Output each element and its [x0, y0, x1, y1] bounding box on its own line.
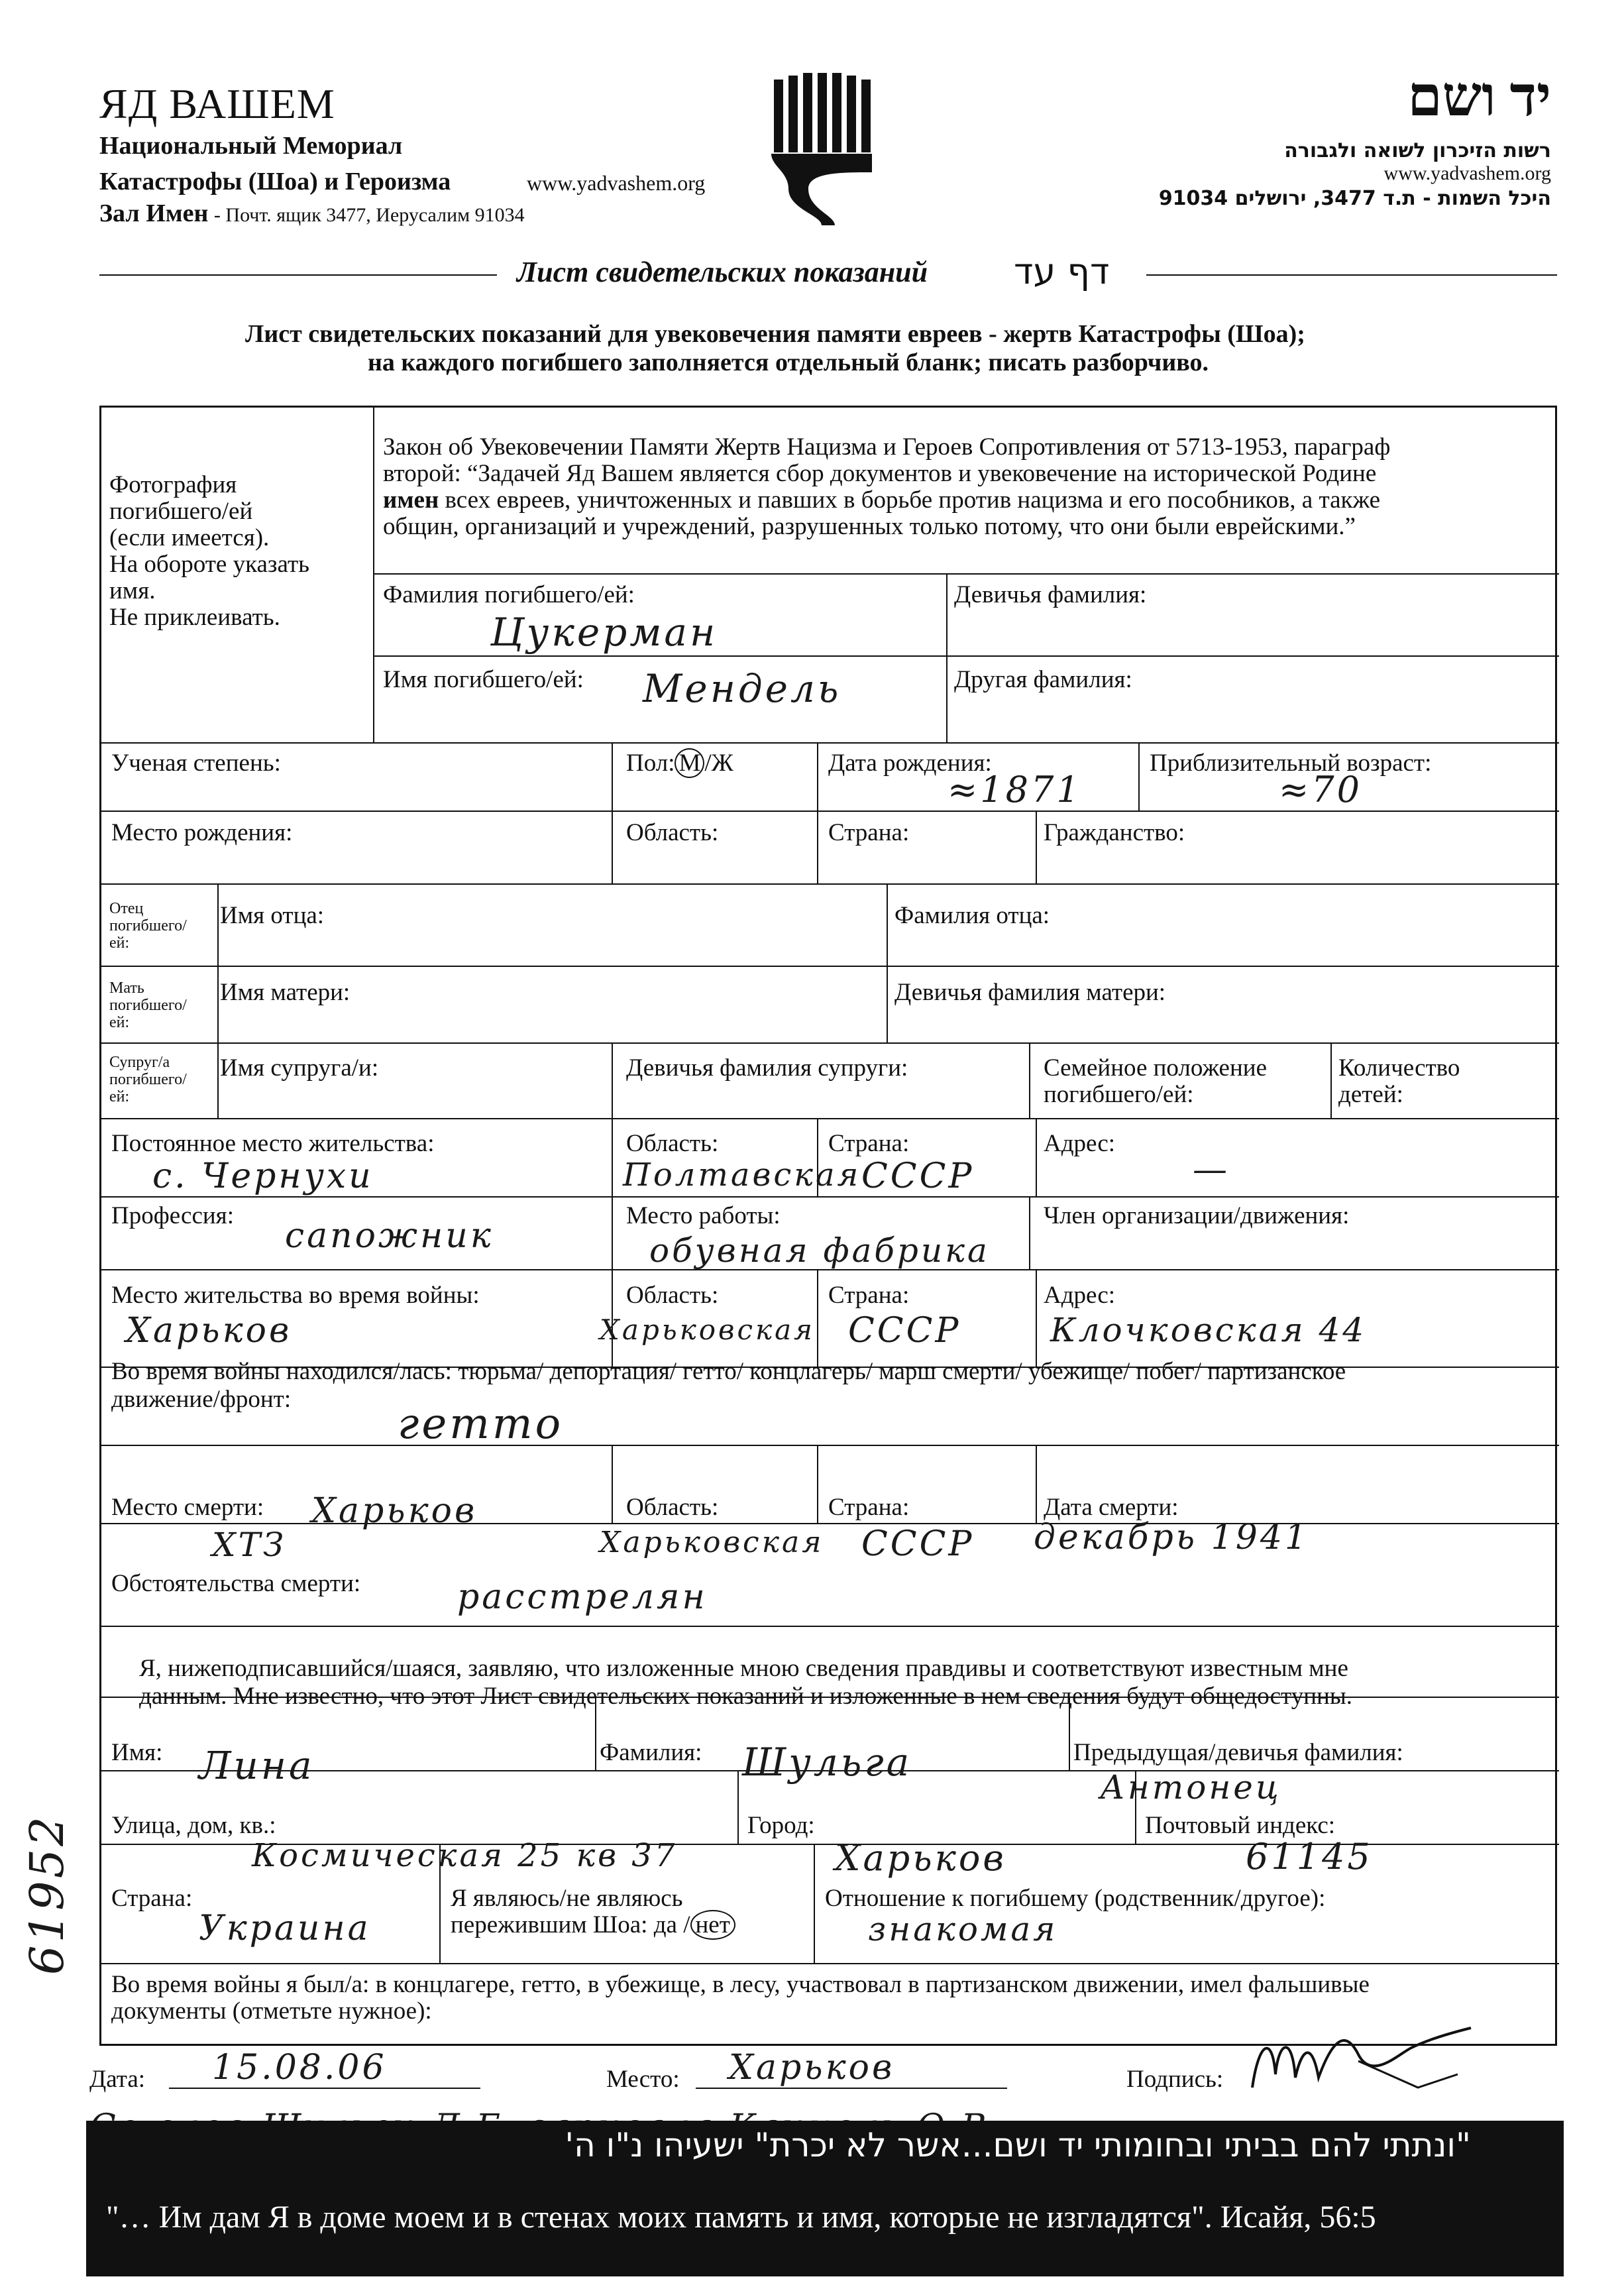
survivor-no-circled[interactable]: нет [690, 1910, 735, 1940]
header-he-title: יד ושם [1407, 66, 1551, 128]
death-region-label: Область: [626, 1494, 719, 1521]
footer-quote-bar [86, 2121, 1564, 2276]
header-he-address: היכל השמות - ת.ד 3477, ירושלים 91034 [1158, 187, 1551, 210]
war-region-value[interactable]: Харьковская [600, 1314, 815, 1346]
relation-label: Отношение к погибшему (родственник/другое): [825, 1885, 1326, 1912]
mother-side-1: Мать [109, 979, 144, 997]
war-address-value[interactable]: Клочковская 44 [1050, 1311, 1367, 1349]
header-website: www.yadvashem.org [527, 171, 706, 195]
spouse-side-1: Супруг/а [109, 1054, 170, 1071]
photo-text-3: (если имеется). [109, 524, 270, 551]
residence-address-value[interactable]: — [1193, 1150, 1230, 1190]
mother-name-label: Имя матери: [220, 979, 351, 1006]
father-name-label: Имя отца: [220, 902, 325, 929]
sex-male-circled[interactable]: М [675, 748, 704, 778]
marital-l1: Семейное положение [1044, 1054, 1267, 1082]
street-value[interactable]: Космическая 25 кв 37 [252, 1837, 678, 1874]
marital-status-label [1044, 1055, 1267, 1108]
war-country-label: Страна: [828, 1282, 910, 1309]
dob-value[interactable]: ≈1871 [947, 769, 1082, 811]
spouse-side-3: ей: [109, 1088, 130, 1105]
law-line4: общин, организаций и учреждений, разрушенных только потому, что они были еврейскими.” [383, 513, 1356, 540]
victim-first-label: Имя погибшего/ей: [383, 666, 584, 693]
father-surname-label: Фамилия отца: [894, 902, 1050, 929]
title-rule-left [99, 274, 497, 276]
death-date-label: Дата смерти: [1044, 1494, 1179, 1521]
father-side-1: Отец [109, 900, 144, 917]
mother-side-3: ей: [109, 1014, 130, 1031]
spouse-name-label: Имя супруга/и: [220, 1054, 379, 1082]
children-count-label [1338, 1055, 1460, 1108]
workplace-label: Место работы: [626, 1202, 781, 1229]
spouse-side-2: погибшего/ [109, 1071, 187, 1088]
death-country-value[interactable]: СССР [861, 1524, 975, 1564]
sex-field[interactable] [626, 750, 733, 777]
death-place-value2[interactable]: ХТЗ [212, 1526, 287, 1564]
residence-country-value[interactable]: СССР [861, 1156, 975, 1196]
footer-quote-he: "ונתתי להם בביתי ובחומותי יד ושם...אשר לא יכרת" ישעיהו נ"ו ה' [565, 2126, 1471, 2164]
death-date-value[interactable]: декабрь 1941 [1034, 1518, 1309, 1557]
birthplace-label: Место рождения: [111, 819, 293, 846]
relation-value[interactable]: знакомая [868, 1910, 1058, 1948]
signature-label: Подпись: [1126, 2066, 1224, 2093]
victim-maiden-label: Девичья фамилия: [954, 581, 1147, 608]
war-residence-label: Место жительства во время войны: [111, 1282, 480, 1309]
photo-text-4: На обороте указать [109, 551, 310, 578]
residence-value[interactable]: с. Чернухи [152, 1156, 374, 1196]
form-title-he: דף עד [1014, 251, 1110, 292]
mother-side-2: погибшего/ [109, 997, 187, 1014]
photo-text-2: погибшего/ей [109, 498, 253, 525]
spouse-side-label [109, 1054, 187, 1105]
victim-other-label: Другая фамилия: [954, 666, 1132, 693]
submitter-prev-label: Предыдущая/девичья фамилия: [1073, 1739, 1403, 1766]
spouse-maiden-label: Девичья фамилия супруги: [626, 1054, 908, 1082]
birth-country-label: Страна: [828, 819, 910, 846]
instructions-line2: на каждого погибшего заполняется отдельный бланк; писать разборчиво. [368, 349, 1209, 376]
war-residence-value[interactable]: Харьков [126, 1311, 292, 1351]
submitter-war-line1: Во время войны я был/а: в концлагере, гетто, в убежище, в лесу, участвовал в партизанском движении, имел фальшивые [111, 1971, 1370, 1998]
submitter-war-line2: документы (отметьте нужное): [111, 1997, 432, 2025]
victim-first-value[interactable]: Мендель [643, 666, 841, 711]
submitter-surname-value[interactable]: Шульга [742, 1740, 912, 1785]
photo-text-1: Фотография [109, 471, 237, 498]
residence-region-label: Область: [626, 1130, 719, 1157]
survivor-field[interactable] [451, 1885, 735, 1938]
children-l1: Количество [1338, 1054, 1460, 1082]
father-side-2: погибшего/ [109, 917, 187, 934]
death-country-label: Страна: [828, 1494, 910, 1521]
declaration-line1: Я, нижеподписавшийся/шаяся, заявляю, что изложенные мною сведения правдивы и соответствуют известным мне [139, 1655, 1348, 1682]
degree-label: Ученая степень: [111, 750, 281, 777]
profession-value[interactable]: сапожник [285, 1216, 494, 1256]
war-address-label: Адрес: [1044, 1282, 1116, 1309]
survivor-l1: Я являюсь/не являюсь [451, 1885, 683, 1912]
submitter-country-label: Страна: [111, 1885, 193, 1912]
law-line3: всех евреев, уничтоженных и павших в борьбе против нацизма и его пособников, а также [439, 486, 1380, 514]
law-line2: второй: “Задачей Яд Вашем является сбор документов и увековечение на исторической Родине [383, 460, 1377, 487]
victim-surname-label: Фамилия погибшего/ей: [383, 581, 635, 608]
sign-date-label: Дата: [89, 2066, 146, 2093]
dob-label: Дата рождения: [828, 750, 992, 777]
death-circumstances-label: Обстоятельства смерти: [111, 1570, 361, 1597]
residence-address-label: Адрес: [1044, 1130, 1116, 1157]
photo-text-6: Не приклеивать. [109, 604, 280, 631]
mother-maiden-label: Девичья фамилия матери: [894, 979, 1166, 1006]
sex-female[interactable]: /Ж [704, 750, 733, 777]
declaration-line2: данным. Мне известно, что этот Лист свидетельских показаний и изложенные в нем сведения будут общедоступны. [139, 1683, 1352, 1710]
city-value[interactable]: Харьков [835, 1837, 1006, 1879]
workplace-value[interactable]: обувная фабрика [649, 1231, 990, 1270]
survivor-l2: пережившим Шоа: да / [451, 1911, 690, 1938]
zip-label: Почтовый индекс: [1145, 1812, 1336, 1839]
law-line1: Закон об Увековечении Памяти Жертв Нацизма и Героев Сопротивления от 5713-1953, параграф [383, 433, 1391, 461]
death-circumstances-value[interactable]: расстрелян [457, 1577, 708, 1617]
children-l2: детей: [1338, 1081, 1403, 1108]
header-he-line1: רשות הזיכרון לשואה ולגבורה [1284, 139, 1551, 162]
law-line3-bold: имен [383, 486, 439, 514]
sign-place-value[interactable]: Харьков [729, 2048, 895, 2088]
submitter-name-value[interactable]: Лина [199, 1743, 315, 1788]
form-title: Лист свидетельских показаний [517, 256, 928, 288]
submitter-prev-value[interactable]: Антонец [1100, 1768, 1281, 1807]
birth-region-label: Область: [626, 819, 719, 846]
header-ru-title: ЯД ВАШЕМ [99, 80, 335, 127]
profession-label: Профессия: [111, 1202, 234, 1229]
zip-value[interactable]: 61145 [1246, 1836, 1373, 1877]
side-handwritten-number: 61952 [20, 1814, 74, 1975]
death-region-value[interactable]: Харьковская [600, 1526, 824, 1559]
law-text [383, 434, 1549, 540]
title-rule-right [1146, 274, 1557, 276]
photo-box [109, 472, 368, 631]
victim-surname-value[interactable]: Цукерман [490, 610, 718, 655]
sign-date-value[interactable]: 15.08.06 [212, 2048, 387, 2088]
father-side-label [109, 900, 187, 952]
residence-country-label: Страна: [828, 1130, 910, 1157]
header-ru-line2: Катастрофы (Шоа) и Героизма [99, 168, 451, 196]
citizenship-label: Гражданство: [1044, 819, 1185, 846]
father-side-3: ей: [109, 934, 130, 952]
instructions-line1: Лист свидетельских показаний для увековечения памяти евреев - жертв Катастрофы (Шоа); [245, 320, 1305, 348]
submitter-surname-label: Фамилия: [600, 1739, 702, 1766]
city-label: Город: [747, 1812, 815, 1839]
residence-region-value[interactable]: Полтавская [623, 1156, 861, 1194]
death-place-label: Место смерти: [111, 1494, 264, 1521]
sex-label: Пол: [626, 750, 675, 777]
header-ru-line1: Национальный Мемориал [99, 132, 403, 160]
residence-label: Постоянное место жительства: [111, 1130, 435, 1157]
war-country-value[interactable]: СССР [848, 1311, 961, 1351]
marital-l2: погибшего/ей: [1044, 1081, 1194, 1108]
membership-label: Член организации/движения: [1044, 1202, 1350, 1229]
signature-scribble[interactable] [1246, 2015, 1484, 2107]
header-he-website: www.yadvashem.org [1383, 162, 1551, 184]
submitter-country-value[interactable]: Украина [199, 1909, 371, 1948]
mother-side-label [109, 979, 187, 1031]
header-address: - Почт. ящик 3477, Иерусалим 91034 [213, 204, 525, 226]
age-value[interactable]: ≈70 [1279, 769, 1362, 811]
during-war-value[interactable]: гетто [398, 1400, 564, 1449]
war-region-label: Область: [626, 1282, 719, 1309]
age-label: Приблизительный возраст: [1150, 750, 1432, 777]
during-war-line1: Во время войны находился/лась: тюрьма/ депортация/ гетто/ концлагерь/ марш смерти/ убежище/ побег/ партизанское [111, 1358, 1346, 1385]
header-hall-of-names: Зал Имен [99, 199, 209, 227]
death-place-value[interactable]: Харьков [311, 1491, 478, 1531]
photo-text-5: имя. [109, 577, 156, 604]
yad-vashem-logo-icon [769, 73, 875, 225]
footer-quote-ru: "… Им дам Я в доме моем и в стенах моих память и имя, которые не изгладятся". Исайя, 56:5 [106, 2200, 1376, 2235]
sign-place-label: Место: [606, 2066, 680, 2093]
submitter-name-label: Имя: [111, 1739, 163, 1766]
street-label: Улица, дом, кв.: [111, 1812, 276, 1839]
during-war-line2: движение/фронт: [111, 1386, 292, 1413]
